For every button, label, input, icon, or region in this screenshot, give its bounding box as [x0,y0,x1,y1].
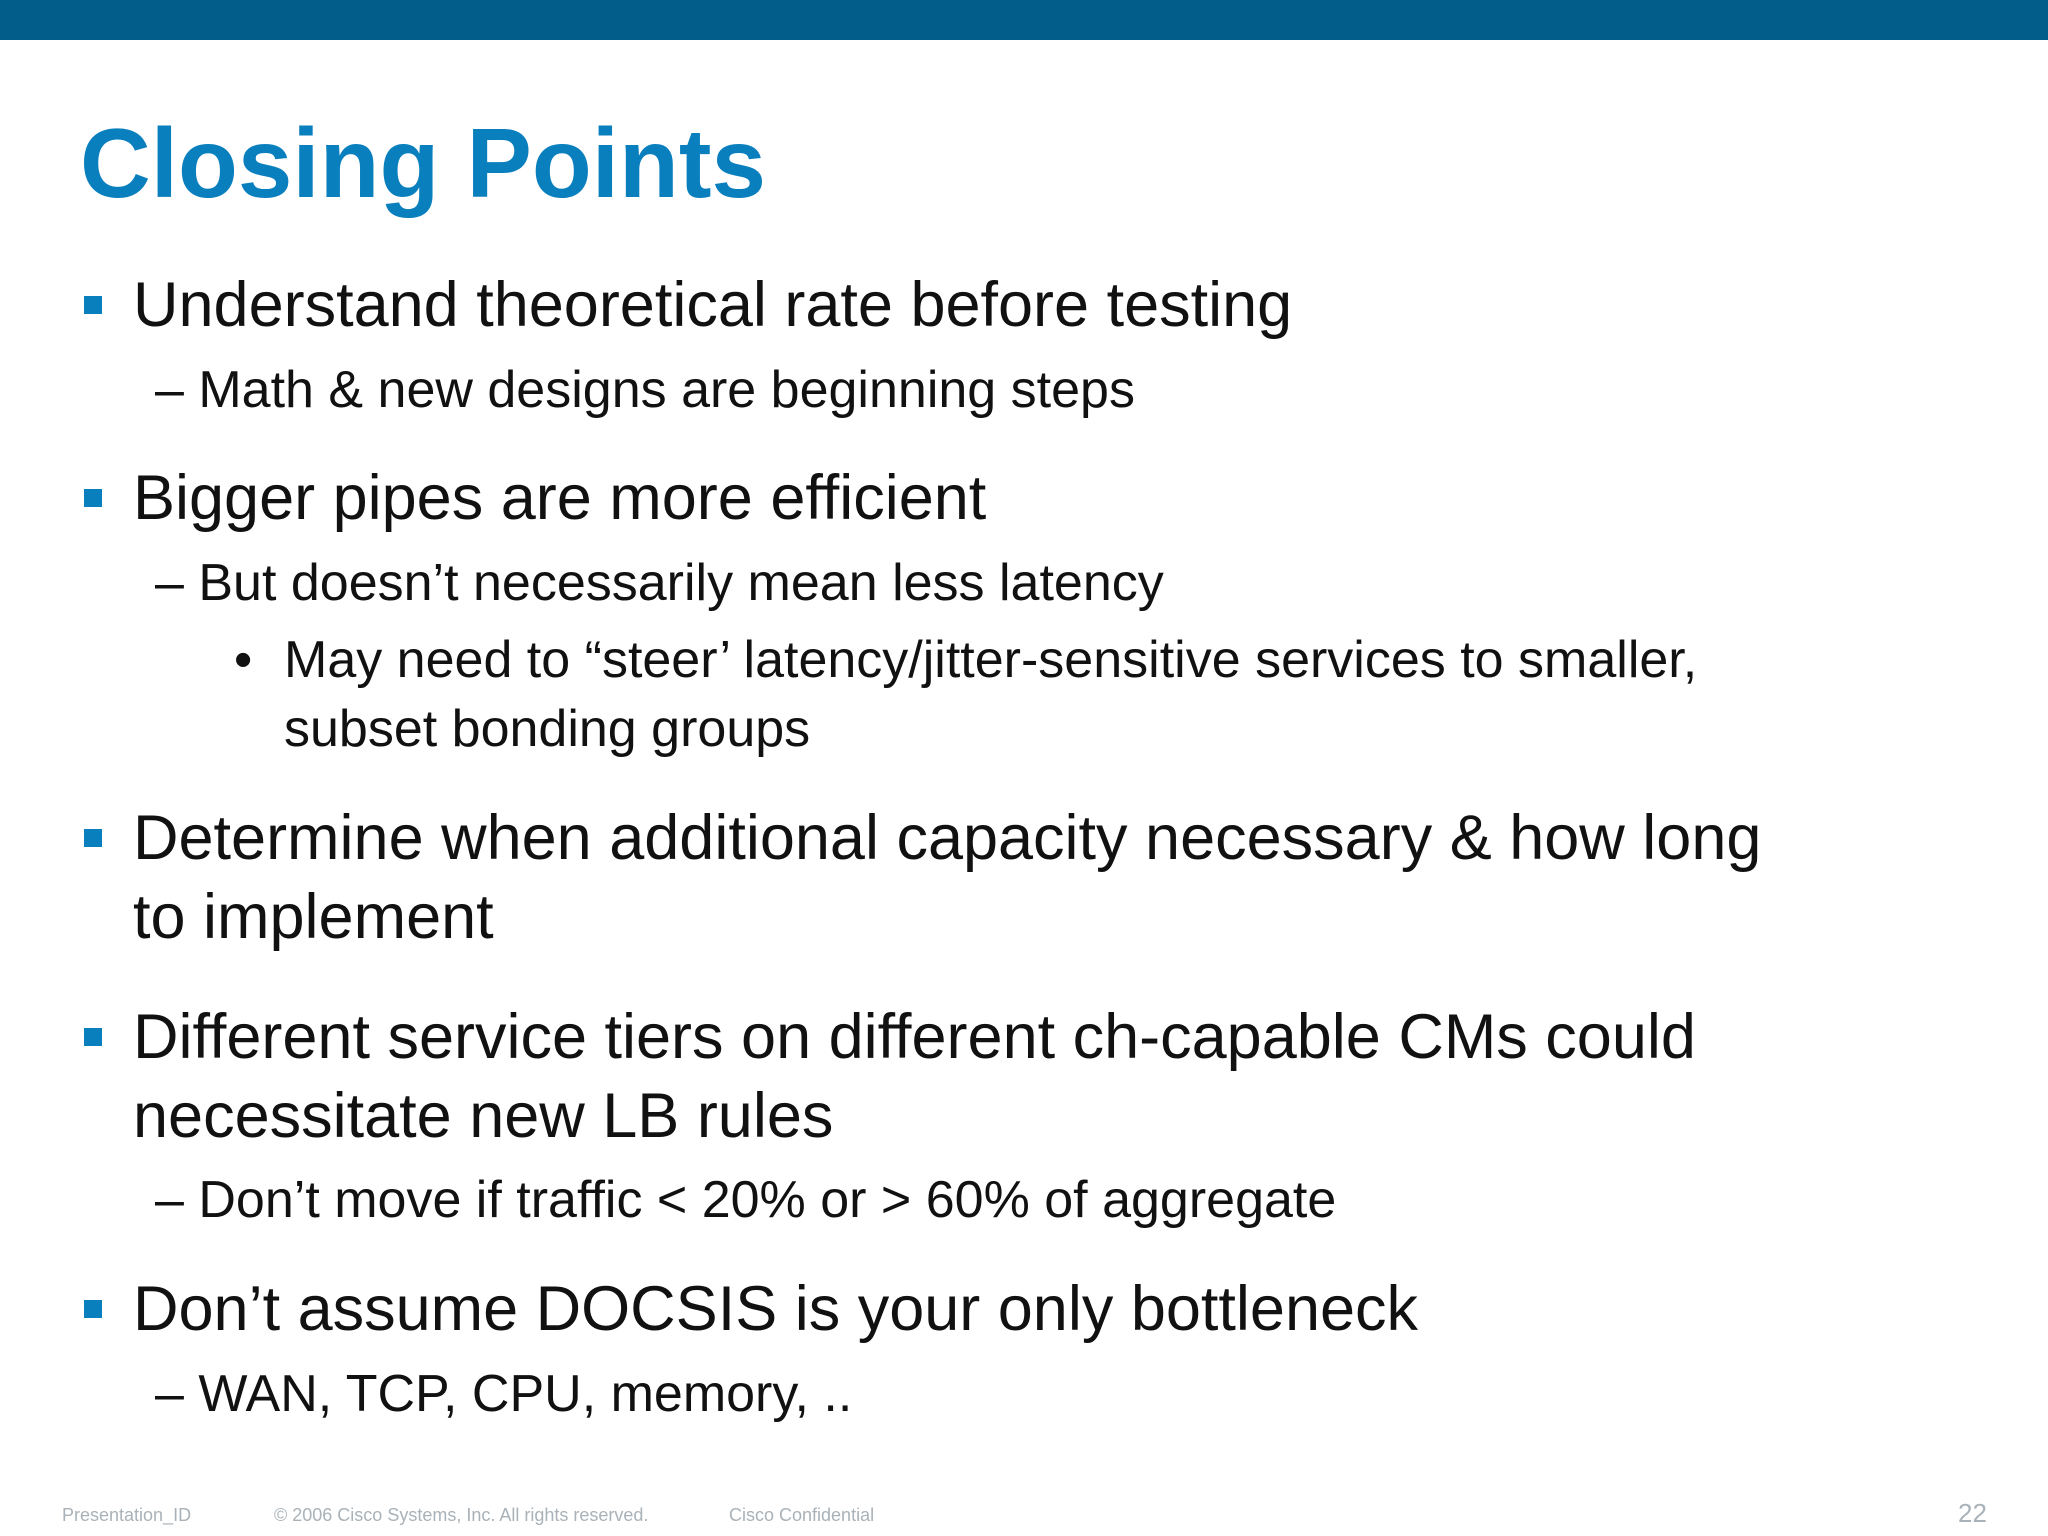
square-bullet-icon [84,489,102,507]
square-bullet-icon [84,1028,102,1046]
sub-sub-bullet-text-line: subset bonding groups [284,700,811,758]
square-bullet-icon [84,829,102,847]
bullet-item-2 [133,459,986,538]
bullet-text-line: Determine when additional capacity necessary & how long [133,803,1762,873]
square-bullet-icon [84,296,102,314]
bullet-text: Bigger pipes are more efficient [133,463,987,533]
sub-sub-bullet-text-line: May need to “steer’ latency/jitter-sensitive services to smaller, [284,631,1698,689]
dot-bullet-icon: • [234,631,253,689]
sub-bullet-item: – But doesn’t necessarily mean less latency [155,554,1164,612]
sub-bullet-item: – Math & new designs are beginning steps [155,361,1135,419]
sub-bullet-item: – WAN, TCP, CPU, memory, .. [155,1365,853,1423]
bullet-text-line: to implement [133,882,494,952]
bullet-text: Understand theoretical rate before testing [133,270,1293,340]
footer-presentation-id: Presentation_ID [62,1505,192,1525]
page-number: 22 [1958,1498,1987,1528]
square-bullet-icon [84,1300,102,1318]
slide-title: Closing Points [80,108,766,218]
bullet-item-5 [133,1270,1418,1349]
sub-sub-bullet-item [234,626,1698,764]
bullet-text-line: Different service tiers on different ch-capable CMs could [133,1002,1696,1072]
bullet-item-3 [133,799,1761,957]
bullet-text-line: necessitate new LB rules [133,1081,834,1151]
footer-confidential: Cisco Confidential [729,1505,875,1525]
footer-copyright: © 2006 Cisco Systems, Inc. All rights reserved. [274,1505,649,1525]
bullet-text: Don’t assume DOCSIS is your only bottleneck [133,1274,1419,1344]
bullet-item-4 [133,998,1696,1156]
sub-bullet-item: – Don’t move if traffic < 20% or > 60% of aggregate [155,1171,1337,1229]
bullet-item-1 [133,266,1292,345]
